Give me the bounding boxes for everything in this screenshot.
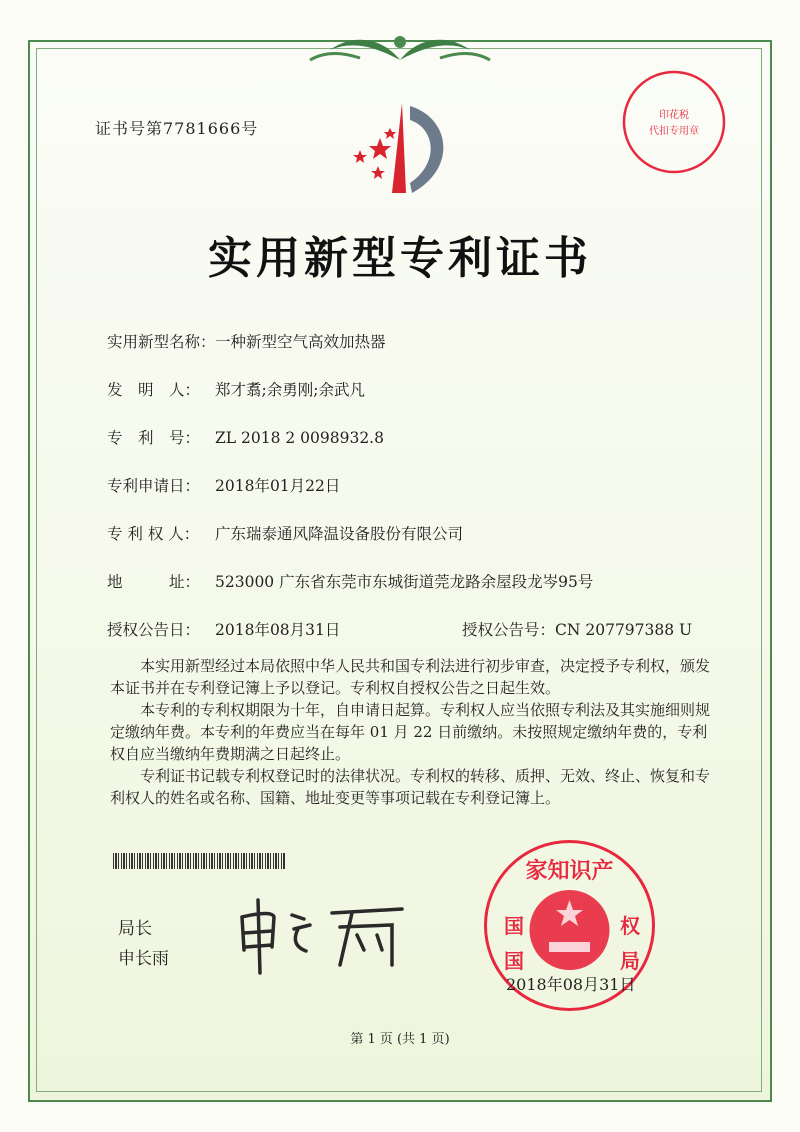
svg-text:局: 局 (620, 949, 640, 973)
cnipa-logo-icon (340, 98, 460, 203)
field-application-date (107, 474, 340, 496)
field-value: 2018年01月22日 (215, 477, 341, 495)
field-address (107, 570, 593, 592)
field-label: 授权公告号： (462, 621, 556, 639)
top-ornament-icon (300, 30, 500, 66)
certificate-number: 证书号第7781666号 (95, 119, 259, 138)
svg-text:家知识产: 家知识产 (525, 858, 614, 884)
field-value: 一种新型空气高效加热器 (215, 333, 386, 351)
tax-stamp (620, 68, 728, 176)
field-label: 专 利 号： (107, 429, 201, 447)
field-label: 授权公告日： (107, 621, 201, 639)
handwritten-signature (232, 895, 412, 975)
seal-date: 2018年08月31日 (506, 975, 636, 994)
field-label: 实用新型名称： (107, 333, 216, 351)
field-grant-pub-number (462, 618, 692, 640)
body-text (110, 655, 710, 809)
field-value: 郑才翥;余勇刚;余武凡 (215, 381, 365, 399)
field-value: CN 207797388 U (555, 621, 693, 639)
field-grant-date (107, 618, 340, 640)
signatory-title: 局长 (118, 919, 152, 939)
field-label: 专 利 权 人： (107, 525, 200, 543)
svg-text:国: 国 (504, 949, 524, 973)
field-label: 发 明 人： (107, 381, 201, 399)
svg-text:国: 国 (504, 914, 524, 938)
field-value: ZL 2018 2 0098932.8 (215, 429, 384, 447)
svg-text:权: 权 (620, 914, 640, 938)
field-value: 广东瑞泰通风降温设备股份有限公司 (215, 525, 464, 543)
field-label: 地 址： (107, 573, 201, 591)
barcode (113, 853, 285, 869)
paragraph: 本专利的专利权期限为十年，自申请日起算。专利权人应当依照专利法及其实施细则规定缴纳年费。本专利的年费应当在每年 01 月 22 日前缴纳。未按照规定缴纳年费的，专利权自应当缴纳年费期满之日起终止。 (110, 701, 711, 763)
paragraph: 专利证书记载专利权登记时的法律状况。专利权的转移、质押、无效、终止、恢复和专利权人的姓名或名称、国籍、地址变更等事项记载在专利登记簿上。 (110, 767, 711, 807)
field-label: 专利申请日： (107, 477, 201, 495)
paragraph: 本实用新型经过本局依照中华人民共和国专利法进行初步审查，决定授予专利权，颁发本证书并在专利登记簿上予以登记。专利权自授权公告之日起生效。 (110, 657, 711, 697)
field-value: 523000 广东省东莞市东城街道莞龙路余屋段龙岑95号 (215, 573, 594, 591)
field-utility-model-name (107, 330, 386, 352)
svg-text:印花税: 印花税 (659, 110, 689, 121)
field-patent-number (107, 426, 384, 448)
field-value: 2018年08月31日 (215, 621, 341, 639)
signatory-name: 申长雨 (118, 949, 169, 969)
field-inventors (107, 378, 365, 400)
svg-text:代扣专用章: 代扣专用章 (649, 126, 699, 137)
page-title: 实用新型专利证书 (208, 233, 592, 284)
page-footer: 第 1 页 (共 1 页) (350, 1032, 450, 1047)
field-patentee (107, 522, 463, 544)
